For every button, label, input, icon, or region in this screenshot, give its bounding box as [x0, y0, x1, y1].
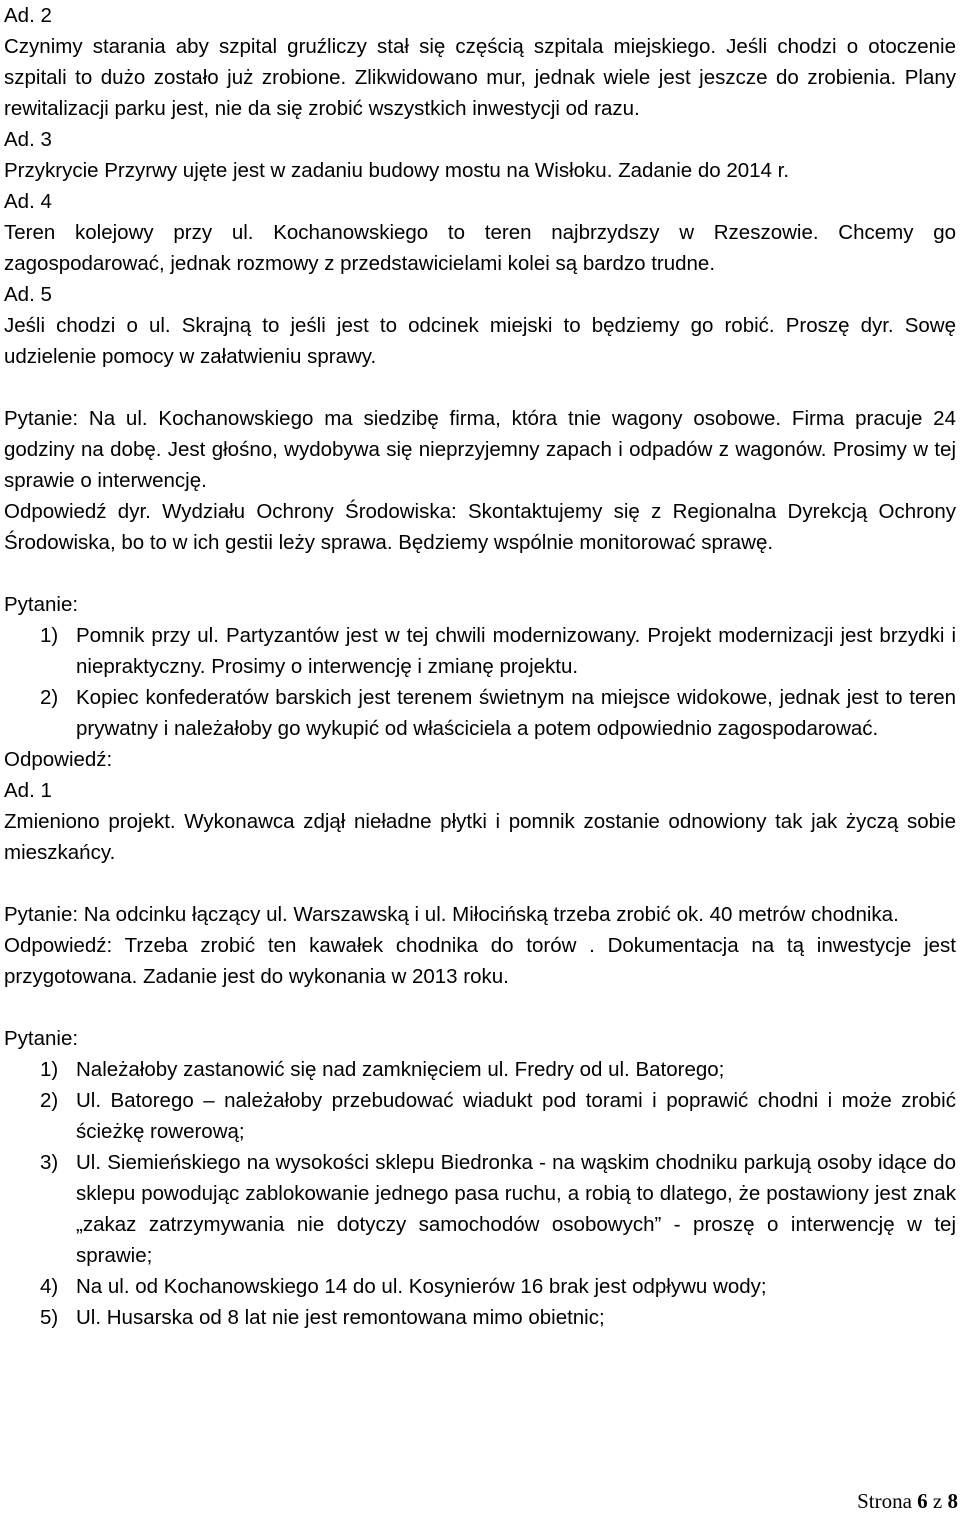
list-item	[0, 1302, 960, 1333]
list-item-text: Ul. Husarska od 8 lat nie jest remontowana mimo obietnic;	[76, 1306, 605, 1329]
footer-page-number: 6	[917, 1489, 928, 1513]
numbered-list	[0, 1054, 960, 1333]
paragraph: Jeśli chodzi o ul. Skrajną to jeśli jest to odcinek miejski to będziemy go robić. Proszę dyr. Sowę udzielenie pomocy w załatwieniu sprawy.	[4, 314, 956, 368]
paragraph: Ad. 4	[4, 190, 52, 213]
paragraph: Odpowiedź dyr. Wydziału Ochrony Środowiska: Skontaktujemy się z Regionalna Dyrekcją Ochrony Środowiska, bo to w ich gestii leży sprawa. Będziemy wspólnie monitorować sprawę.	[4, 500, 956, 554]
paragraph: Czynimy starania aby szpital gruźliczy stał się częścią szpitala miejskiego. Jeśli chodzi o otoczenie szpitali to dużo zostało już zrobione. Zlikwidowano mur, jednak wiele jest jeszcze do zrobienia. Plany rewitalizacji parku jest, nie da się zrobić wszystkich inwestycji od razu.	[4, 35, 956, 120]
paragraph: Przykrycie Przyrwy ujęte jest w zadaniu budowy mostu na Wisłoku. Zadanie do 2014 r.	[4, 159, 790, 182]
list-item-number: 1)	[40, 624, 59, 647]
footer-total-pages: 8	[947, 1489, 958, 1513]
numbered-list	[0, 620, 960, 744]
footer-label: Strona	[857, 1489, 912, 1513]
list-item	[0, 620, 960, 682]
list-item-number: 1)	[40, 1058, 59, 1081]
footer-separator: z	[932, 1489, 943, 1513]
paragraph: Pytanie:	[4, 1027, 79, 1050]
paragraph: Pytanie: Na odcinku łączący ul. Warszawską i ul. Miłocińską trzeba zrobić ok. 40 metrów chodnika.	[4, 903, 899, 926]
list-item-number: 5)	[40, 1306, 59, 1329]
list-item-number: 2)	[40, 1089, 59, 1112]
list-item-number: 4)	[40, 1275, 59, 1298]
list-item-text: Należałoby zastanowić się nad zamknięciem ul. Fredry od ul. Batorego;	[76, 1058, 725, 1081]
paragraph-spacer	[0, 868, 960, 899]
paragraph: Ad. 5	[4, 283, 52, 306]
paragraph: Ad. 3	[4, 128, 52, 151]
paragraph: Odpowiedź: Trzeba zrobić ten kawałek chodnika do torów . Dokumentacja na tą inwestycje jest przygotowana. Zadanie jest do wykonania w 2013 roku.	[4, 934, 956, 988]
list-item	[0, 1271, 960, 1302]
list-item	[0, 1147, 960, 1271]
paragraph: Teren kolejowy przy ul. Kochanowskiego to teren najbrzydszy w Rzeszowie. Chcemy go zagospodarować, jednak rozmowy z przedstawicielami kolei są bardzo trudne.	[4, 221, 956, 275]
list-item-text: Ul. Siemieńskiego na wysokości sklepu Biedronka - na wąskim chodniku parkują osoby idące do sklepu powodując zablokowanie jednego pasa ruchu, a robią to dlatego, że postawiony jest znak „zakaz zatrzymywania nie dotyczy samochodów osobowych” - proszę o interwencję w tej sprawie;	[76, 1151, 956, 1267]
paragraph-spacer	[0, 558, 960, 589]
list-item	[0, 1085, 960, 1147]
list-item	[0, 1054, 960, 1085]
paragraph: Ad. 2	[4, 4, 52, 27]
list-item-text: Pomnik przy ul. Partyzantów jest w tej chwili modernizowany. Projekt modernizacji jest brzydki i niepraktyczny. Prosimy o interwencję i zmianę projektu.	[76, 624, 956, 678]
list-item	[0, 682, 960, 744]
page-footer	[857, 1488, 958, 1514]
list-item-text: Na ul. od Kochanowskiego 14 do ul. Kosynierów 16 brak jest odpływu wody;	[76, 1275, 767, 1298]
paragraph: Odpowiedź:	[4, 748, 113, 771]
paragraph: Ad. 1	[4, 779, 52, 802]
list-item-text: Ul. Batorego – należałoby przebudować wiadukt pod torami i poprawić chodni i może zrobić ścieżkę rowerową;	[76, 1089, 956, 1143]
paragraph: Pytanie: Na ul. Kochanowskiego ma siedzibę firma, która tnie wagony osobowe. Firma pracuje 24 godziny na dobę. Jest głośno, wydobywa się nieprzyjemny zapach i odpadów z wagonów. Prosimy w tej sprawie o interwencję.	[4, 407, 956, 492]
list-item-number: 2)	[40, 686, 59, 709]
paragraph-spacer	[0, 992, 960, 1023]
paragraph: Zmieniono projekt. Wykonawca zdjął nieładne płytki i pomnik zostanie odnowiony tak jak życzą sobie mieszkańcy.	[4, 810, 956, 864]
paragraph: Pytanie:	[4, 593, 79, 616]
list-item-number: 3)	[40, 1151, 59, 1174]
paragraph-spacer	[0, 372, 960, 403]
list-item-text: Kopiec konfederatów barskich jest terenem świetnym na miejsce widokowe, jednak jest to teren prywatny i należałoby go wykupić od właściciela a potem odpowiednio zagospodarować.	[76, 686, 956, 740]
